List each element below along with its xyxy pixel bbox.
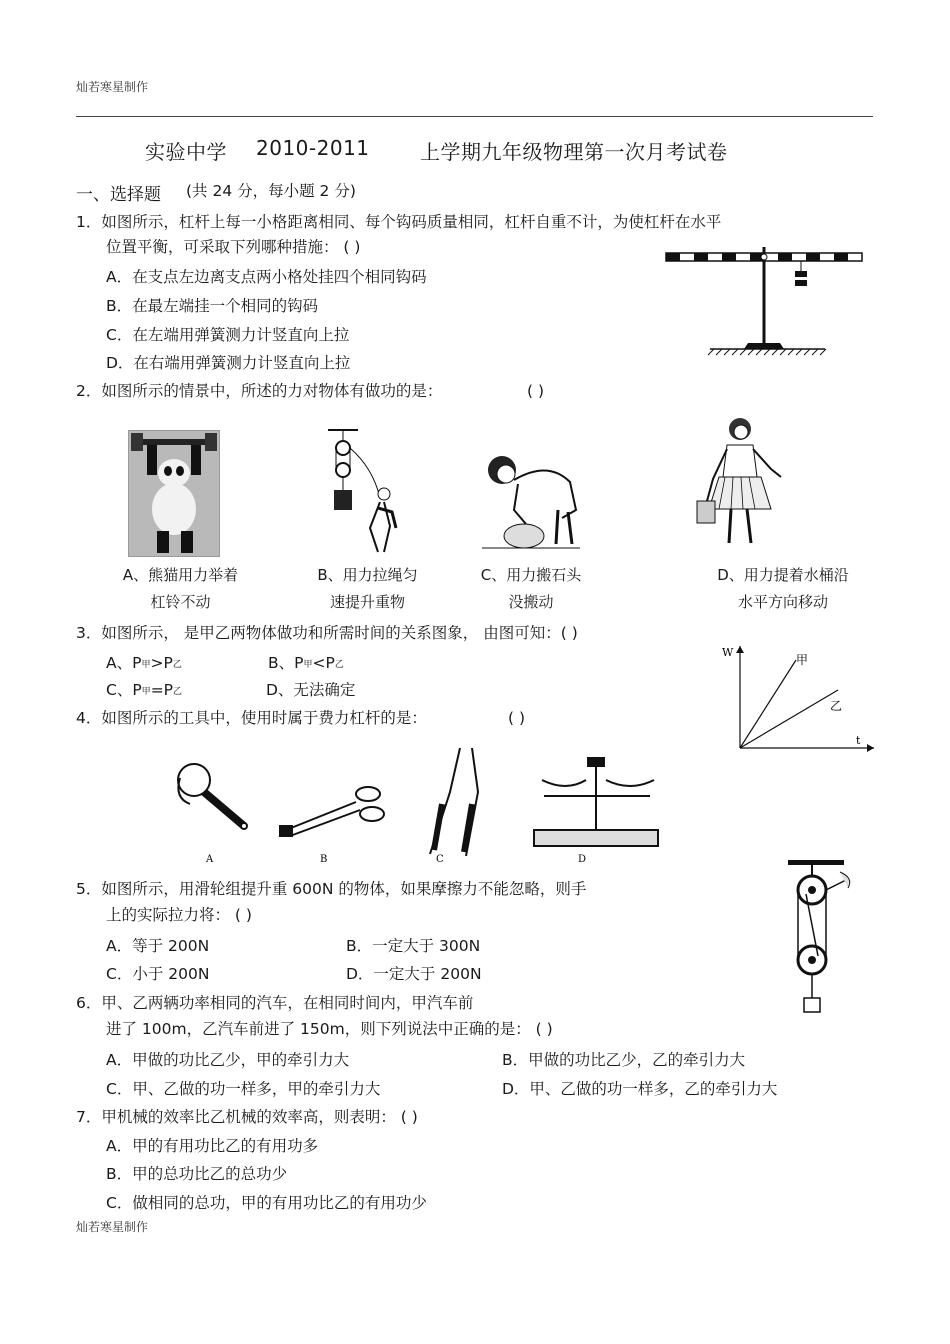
q2-option-a-line2: 杠铃不动 [150,593,211,611]
q5-stem-line2: 上的实际拉力将： ( ) [106,906,252,924]
q2-bucket-figure [695,415,785,555]
q3-option-c: C、P甲=P乙 [106,681,183,699]
q1-option-c: C．在左端用弹簧测力计竖直向上拉 [106,326,350,344]
q2-option-c-line1: C、用力搬石头 [480,566,582,584]
q5-stem-line1: 5．如图所示，用滑轮组提升重 600N 的物体，如果摩擦力不能忽略，则手 [76,880,587,898]
q3-line1-label: 甲 [796,653,809,667]
q4-answer-paren: ( ) [508,709,526,727]
q2-answer-paren: ( ) [527,382,545,400]
q4-label-c: C [436,854,444,865]
page-title-school: 实验中学 [145,140,227,164]
q6-option-d: D．甲、乙做的功一样多，乙的牵引力大 [502,1080,778,1098]
q5-option-d: D．一定大于 200N [346,965,482,983]
q3-option-a: A、P甲>P乙 [106,654,182,672]
watermark-bottom: 灿若寒星制作 [76,1220,149,1234]
q5-option-b: B．一定大于 300N [346,937,481,955]
page-title-term: 上学期九年级物理第一次月考试卷 [420,140,728,164]
q2-option-d-line2: 水平方向移动 [737,593,828,611]
q4-label-a: A [206,854,214,865]
q2-option-a-line1: A、熊猫用力举着 [122,566,239,584]
q7-option-a: A．甲的有用功比乙的有用功多 [106,1137,319,1155]
watermark-top: 灿若寒星制作 [76,80,149,94]
q3-y-axis-label: W [722,646,734,659]
q3-stem: 3．如图所示， 是甲乙两物体做功和所需时间的关系图象， 由图可知：( ) [76,624,578,642]
q1-lever-figure [660,243,865,358]
q1-option-b: B．在最左端挂一个相同的钩码 [106,297,319,315]
q5-pulley-figure [784,858,864,1018]
q4-label-d: D [578,854,587,865]
q7-stem: 7．甲机械的效率比乙机械的效率高，则表明： ( ) [76,1108,418,1126]
q7-option-b: B．甲的总功比乙的总功少 [106,1165,288,1183]
q7-option-c: C．做相同的总功，甲的有用功比乙的有用功少 [106,1194,427,1212]
q5-option-c: C．小于 200N [106,965,210,983]
q4-stem: 4．如图所示的工具中，使用时属于费力杠杆的是： [76,709,427,727]
q6-option-b: B．甲做的功比乙少，乙的牵引力大 [502,1051,746,1069]
q3-option-d: D、无法确定 [266,681,356,699]
q1-option-a: A．在支点左边离支点两小格处挂四个相同钩码 [106,268,427,286]
q6-option-a: A．甲做的功比乙少，甲的牵引力大 [106,1051,350,1069]
q2-rope-pull-figure [318,428,408,558]
q1-stem-line2: 位置平衡，可采取下列哪种措施： ( ) [106,238,361,256]
q3-line2-label: 乙 [830,699,843,713]
q2-option-b-line2: 速提升重物 [329,593,405,611]
q6-option-c: C．甲、乙做的功一样多，甲的牵引力大 [106,1080,381,1098]
q2-option-b-line1: B、用力拉绳匀 [317,566,418,584]
q2-option-c-line2: 没搬动 [508,593,554,611]
q5-option-a: A．等于 200N [106,937,210,955]
q2-stone-figure [478,440,584,555]
page-title-year: 2010-2011 [256,136,370,160]
q3-option-b: B、P甲<P乙 [268,654,344,672]
q2-stem: 2．如图所示的情景中，所述的力对物体有做功的是： [76,382,443,400]
q3-work-time-graph [714,640,879,758]
section-note: (共 24 分，每小题 2 分) [186,182,356,200]
section-heading: 一、选择题 [76,185,161,205]
q1-option-d: D．在右端用弹簧测力计竖直向上拉 [106,354,351,372]
q2-option-d-line1: D、用力提着水桶沿 [717,566,849,584]
q6-stem-line2: 进了 100m，乙汽车前进了 150m，则下列说法中正确的是： ( ) [106,1020,553,1038]
header-rule [76,116,873,117]
q1-stem-line1: 1．如图所示，杠杆上每一小格距离相同、每个钩码质量相同，杠杆自重不计，为使杠杆在水平 [76,213,722,231]
q4-tools-figure [160,744,660,868]
q6-stem-line1: 6．甲、乙两辆功率相同的汽车，在相同时间内，甲汽车前 [76,994,474,1012]
q3-x-axis-label: t [856,734,861,747]
q2-panda-photo [128,430,220,557]
q4-label-b: B [320,854,328,865]
